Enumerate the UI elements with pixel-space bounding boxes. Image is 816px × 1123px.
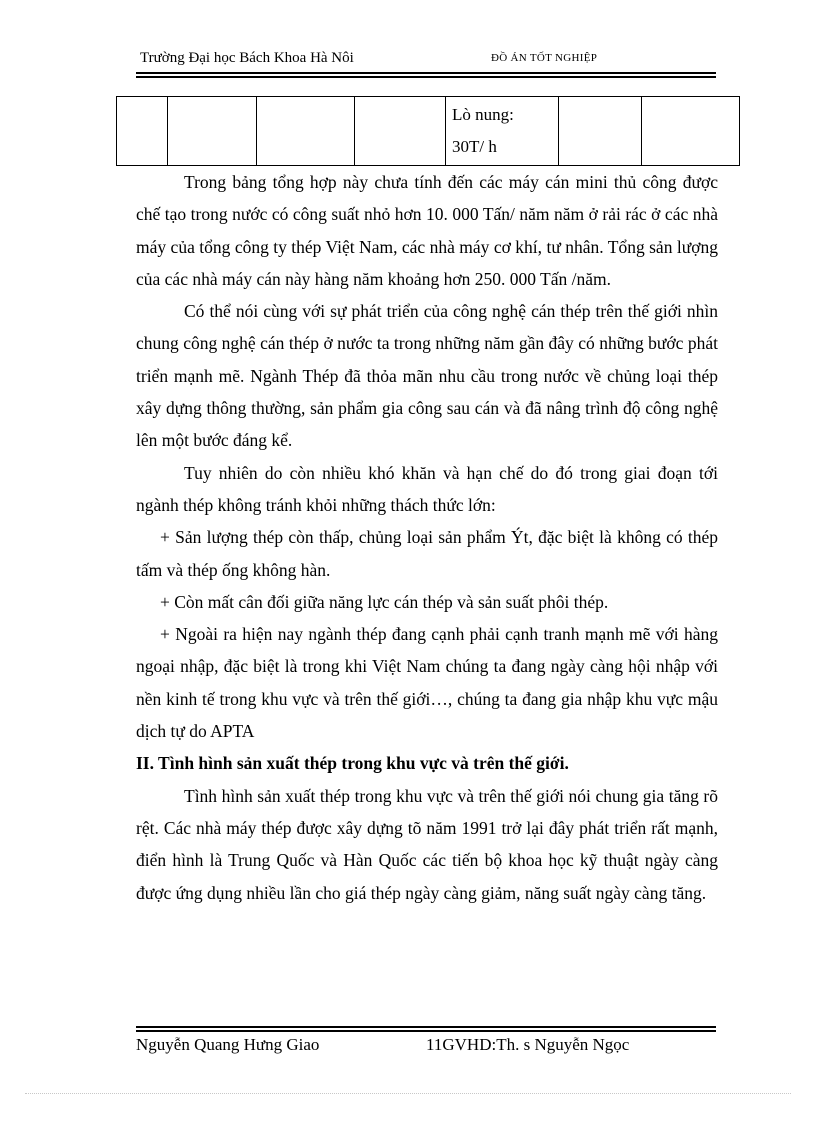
table-cell xyxy=(559,97,642,166)
paragraph: Tuy nhiên do còn nhiều khó khăn và hạn chế do đó trong giai đoạn tới ngành thép không tránh khỏi những thách thức lớn: xyxy=(136,462,718,515)
table-cell xyxy=(642,97,740,166)
page-header xyxy=(136,48,716,78)
page-footer xyxy=(136,1026,716,1086)
table-cell xyxy=(257,97,355,166)
paragraph: Có thể nói cùng với sự phát triển của công nghệ cán thép trên thế giới nhìn chung công nghệ cán thép ở nước ta trong những năm gần đây có những bước phát triển mạnh mẽ. Ngành Thép đã thỏa mãn nhu cầu trong nước về chủng loại thép xây dựng thông thường, sản phẩm gia công sau cán và đã nâng trình độ công nghệ lên một bước đáng kể. xyxy=(136,301,718,451)
continued-table xyxy=(116,96,740,166)
page-edge-dotted-line xyxy=(25,1093,791,1094)
table-row xyxy=(117,97,740,166)
table-cell xyxy=(117,97,168,166)
header-school-name: Trường Đại học Bách Khoa Hà Nôi xyxy=(140,50,354,66)
paragraph: Tình hình sản xuất thép trong khu vực và trên thế giới nói chung gia tăng rõ rệt. Các nhà máy thép được xây dựng tõ năm 1991 trở lại đây phát triển rất mạnh, điển hình là Trung Quốc và Hàn Quốc các tiến bộ khoa học kỹ thuật ngày càng được ứng dụng nhiều lần cho giá thép ngày càng giảm, năng suất ngày càng tăng. xyxy=(136,785,718,903)
section-heading: II. Tình hình sản xuất thép trong khu vực và trên thế giới. xyxy=(136,753,569,774)
footer-page-advisor: 11GVHD:Th. s Nguyễn Ngọc xyxy=(426,1035,630,1054)
footer-author: Nguyễn Quang Hưng Giao xyxy=(136,1035,320,1054)
body-text xyxy=(136,166,718,909)
paragraph: Trong bảng tổng hợp này chưa tính đến các máy cán mini thủ công được chế tạo trong nước có công suất nhỏ hơn 10. 000 Tấn/ năm năm ở rải rác ở các nhà máy của tổng công ty thép Việt Nam, các nhà máy cơ khí, tư nhân. Tổng sản lượng của các nhà máy cán này hàng năm khoảng hơn 250. 000 Tấn /năm. xyxy=(136,172,718,289)
bullet-item: + Sản lượng thép còn thấp, chủng loại sản phẩm Ýt, đặc biệt là không có thép tấm và thép ống không hàn. xyxy=(136,527,718,580)
bullet-item: + Ngoài ra hiện nay ngành thép đang cạnh phải cạnh tranh mạnh mẽ với hàng ngoại nhập, đặc biệt là trong khi Việt Nam chúng ta đang ngày càng hội nhập với nền kinh tế trong khu vực và trên thế giới…, chúng ta đang gia nhập khu vực mậu dịch tự do APTA xyxy=(136,624,718,742)
table-cell xyxy=(168,97,257,166)
table-cell xyxy=(355,97,446,166)
header-double-rule xyxy=(136,72,716,78)
footer-double-rule xyxy=(136,1026,716,1032)
header-document-type: ĐỒ ÁN TỐT NGHIỆP xyxy=(491,52,598,64)
table-cell-furnace: Lò nung: 30T/ h xyxy=(446,97,559,166)
bullet-item: + Còn mất cân đối giữa năng lực cán thép và sản suất phôi thép. xyxy=(160,591,609,612)
